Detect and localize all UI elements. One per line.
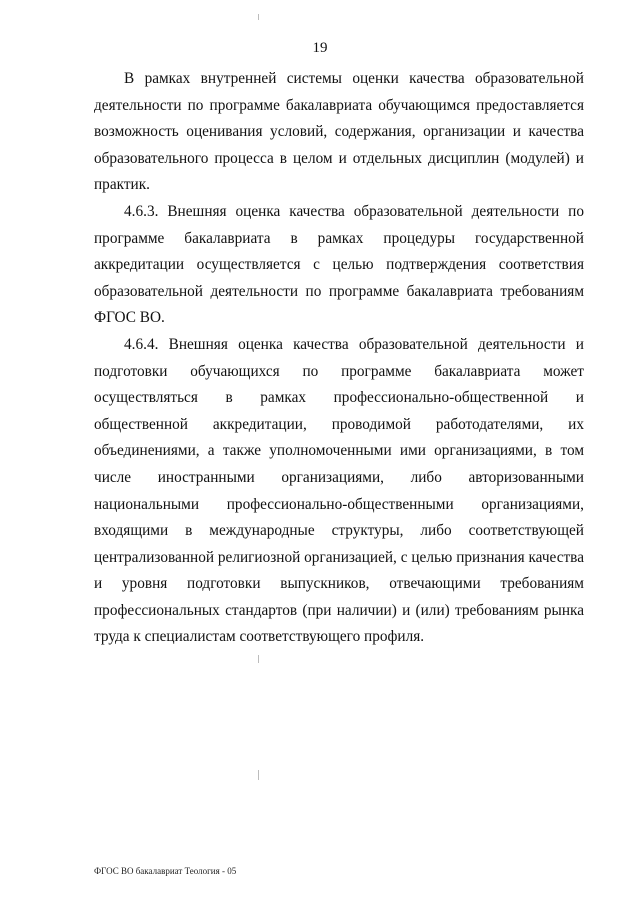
page-number: 19	[312, 40, 328, 56]
scan-mark-lower	[258, 770, 259, 780]
paragraph-internal-assessment: В рамках внутренней системы оценки качества образовательной деятельности по программе бакалавриата обучающимся предоставляется возможность оценивания условий, содержания, организации и качества образовательного процесса в целом и отдельных дисциплин (модулей) и практик.	[94, 70, 584, 194]
scan-mark-top	[258, 14, 259, 20]
scan-mark-middle	[258, 655, 259, 663]
body-text	[94, 66, 584, 651]
page-footer: ФГОС ВО бакалавриат Теология - 05	[94, 866, 237, 876]
paragraph-4-6-4: 4.6.4. Внешняя оценка качества образовательной деятельности и подготовки обучающихся по программе бакалавриата может осуществляться в рамках профессионально-общественной и общественной аккредитации, проводимой работодателями, их объединениями, а также уполномоченными ими организациями, в том числе иностранными организациями, либо авторизованными национальными профессионально-общественными организациями, входящими в международные структуры, либо соответствующей централизованной религиозной организацией, с целью признания качества и уровня подготовки выпускников, отвечающими требованиям профессиональных стандартов (при наличии) и (или) требованиям рынка труда к специалистам соответствующего профиля.	[94, 335, 584, 646]
paragraph-4-6-3: 4.6.3. Внешняя оценка качества образовательной деятельности по программе бакалавриата в рамках процедуры государственной аккредитации осуществляется с целью подтверждения соответствия образовательной деятельности по программе бакалавриата требованиям ФГОС ВО.	[94, 202, 584, 327]
